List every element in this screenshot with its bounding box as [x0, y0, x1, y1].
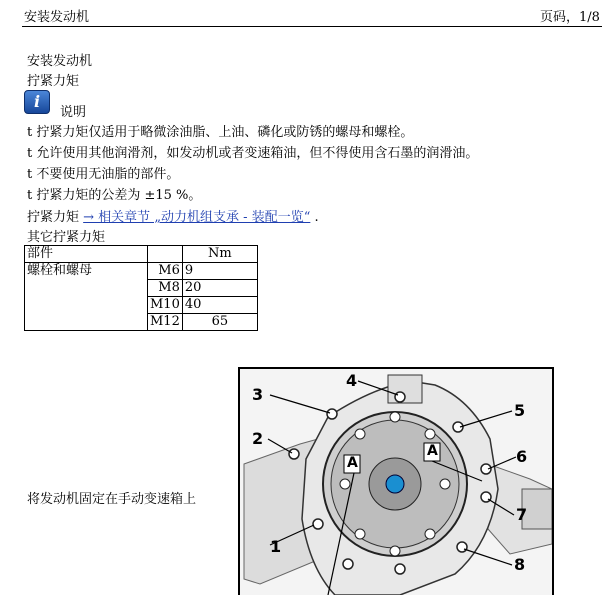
engine-illustration — [240, 369, 552, 595]
bullet-item: t 拧紧力矩仅适用于略微涂油脂、上油、磷化或防锈的螺母和螺栓。 — [27, 125, 414, 140]
note-label: 说明 — [60, 105, 87, 120]
torque-reference-prefix: 拧紧力矩 — [27, 210, 80, 225]
torque-reference-suffix: . — [314, 210, 319, 225]
callout-3: 3 — [252, 385, 264, 404]
header-title: 安装发动机 — [24, 10, 90, 25]
table-row — [25, 263, 258, 280]
page-number: 页码，1/8 — [540, 10, 600, 25]
subsection-title: 拧紧力矩 — [27, 74, 80, 89]
bullet-item: t 不要使用无油脂的部件。 — [27, 167, 180, 182]
callout-1: 1 — [270, 537, 282, 556]
torque-reference — [27, 206, 319, 225]
engine-figure — [238, 367, 554, 595]
info-icon: i — [24, 90, 50, 114]
callout-8: 8 — [514, 555, 526, 574]
torque-table — [24, 245, 258, 331]
section-title: 安装发动机 — [27, 54, 93, 69]
table-header-cell: Nm — [182, 246, 257, 263]
callout-4: 4 — [346, 371, 358, 390]
other-torque-title: 其它拧紧力矩 — [27, 230, 106, 245]
table-header-cell — [148, 246, 183, 263]
header-divider — [22, 26, 602, 27]
table-cell-size: M10 — [148, 297, 183, 314]
callout-6: 6 — [516, 447, 528, 466]
table-cell-component: 螺栓和螺母 — [25, 263, 148, 331]
table-cell-size: M6 — [148, 263, 183, 280]
bullet-item: t 拧紧力矩的公差为 ±15 %。 — [27, 188, 202, 203]
table-cell-size: M8 — [148, 280, 183, 297]
callout-5: 5 — [514, 401, 526, 420]
label-a: A — [347, 455, 358, 471]
bullet-item: t 允许使用其他润滑剂，如发动机或者变速箱油，但不得使用含石墨的润滑油。 — [27, 146, 479, 161]
table-cell-size: M12 — [148, 314, 183, 331]
table-cell-nm: 20 — [182, 280, 257, 297]
table-cell-nm: 65 — [182, 314, 257, 331]
label-a: A — [427, 443, 438, 459]
related-chapter-link[interactable]: → 相关章节 „动力机组支承 - 装配一览“ — [83, 210, 311, 225]
table-header-row — [25, 246, 258, 263]
step-text: 将发动机固定在手动变速箱上 — [27, 492, 197, 507]
table-cell-nm: 40 — [182, 297, 257, 314]
table-cell-nm: 9 — [182, 263, 257, 280]
table-header-cell: 部件 — [25, 246, 148, 263]
callout-7: 7 — [516, 505, 528, 524]
callout-2: 2 — [252, 429, 264, 448]
